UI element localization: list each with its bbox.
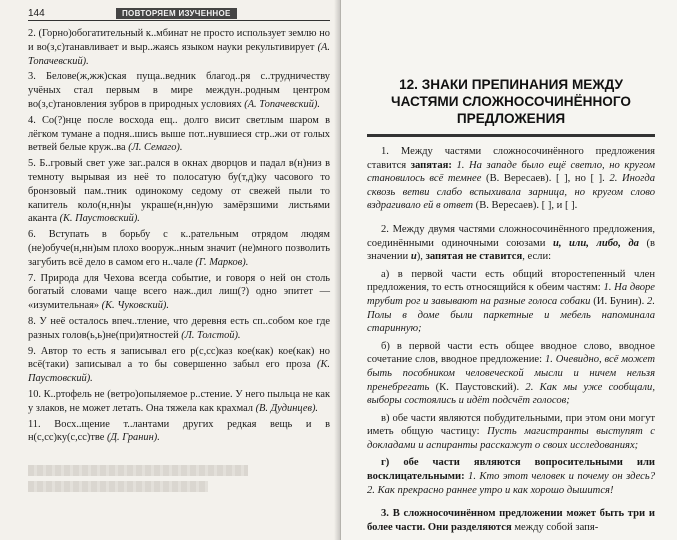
example-text: Пусть магистранты выступят с докладами и аспиранты расскажут о своих исследованиях;: [367, 426, 655, 451]
rule-text: в) обе части являются побудительными, при этом они могут иметь общую частицу:: [367, 412, 655, 438]
rule-text: между собой запя-: [511, 521, 599, 533]
conjunction: и: [410, 251, 417, 263]
rule-2a: [367, 268, 655, 336]
exercise-item: [28, 157, 330, 226]
rule-3: [367, 507, 655, 534]
exercise-text: 2. (Горно)обогатительный к..мбинат не просто использует землю но и во(з,с)танавливает и выр..жаясь языком науки рекультивирует: [28, 28, 330, 53]
exercise-source: (К. Паустовский).: [59, 213, 140, 225]
example-text: 2. Полы в доме были паркетные и мебель напоминала старинную;: [367, 295, 655, 335]
rule-text: ),: [416, 251, 426, 263]
exercise-source: (В. Дудинцев).: [255, 402, 319, 414]
exercise-text: 8. У неё осталось впеч..тление, что деревня есть сп..собом кое где разных голов(ь,ь)не(при)ятностей: [28, 315, 330, 341]
exercise-text: 3. Белове(ж,жж)ская пуща..ведник благод..ря с..трудничеству учёных стал первым в мире междун..родным центром во(з,с)тановления зубров в природных условиях: [28, 71, 330, 110]
rule-bold: запятая:: [410, 159, 452, 171]
exercise-text: 5. Б..гровый свет уже заг..рался в окнах дворцов и падал в(н)низ в темноту вырывая из неё то полосатую бу(т,д)ку часового то бронзовый пам..тник одинокому седому от свежей пыли то капитель коло(н,нн)ы украше(н,нн)ую замёрзшими листьями аканта: [28, 158, 330, 225]
exercise-item: [28, 27, 330, 68]
title-rule: [367, 134, 655, 137]
exercise-source: (Г. Марков).: [195, 256, 249, 268]
exercise-item: [28, 272, 330, 313]
exercise-source: (К. Паустовский).: [28, 359, 330, 385]
exercise-text: 9. Автор то есть я записывал его р(с,сс)каз кое(как) кое(как) но всё(таки) записывал а то бы совершенно забыл его проза: [28, 345, 330, 371]
example-source: (В. Вересаев). [ ], и [ ].: [473, 200, 578, 212]
right-page: [341, 0, 677, 540]
conjunctions: и, или, либо, да: [552, 237, 639, 249]
rule-2c: [367, 412, 655, 453]
exercise-list: [28, 27, 330, 445]
rule-bold: разделяются: [450, 521, 512, 533]
exercise-text: 6. Вступать в борьбу с к..рательным отрядом людям (не)обуче(н,нн)ым плохо вооруж..нным значит (не)много позволить загубить всё дело в самом его н..чале: [28, 229, 330, 268]
rule-text: а) в первой части есть общий второстепенный член предложения, то есть относящийся к обеим частям:: [367, 268, 655, 294]
example-text: 2. Как мы уже сообщали, выборы состоялись и идёт подсчёт голосов;: [367, 381, 655, 407]
example-text: 2. Иногда сквозь ветви слабо вспыхивала зарница, но кругом слово вздрагивало ей в ответ: [367, 173, 656, 212]
exercise-text: 4. Со(?)нце после восхода ещ.. долго висит светлым шаром в лёгком тумане а подня..шись выше пот..нувшиеся стр..жи от голых ветвей белые круж..ва: [28, 114, 330, 154]
exercise-item: [28, 70, 330, 111]
example-source: (В. Вересаев). [ ], но [ ].: [481, 173, 610, 185]
rule-2b: [367, 340, 655, 408]
exercise-source: (К. Чуковский).: [101, 300, 169, 312]
example-text: 1. Очевидно, всё может быть пособником человеческой мысли и ничем нельзя пренебрегать: [367, 354, 655, 393]
exercise-text: 7. Природа для Чехова всегда событие, и говоря о ней он столь богатый словами чаще всего наж..дил лиш(?) одно эпитет — «изумительная»: [28, 272, 330, 312]
rule-text: г) обе части являются вопросительными или восклицательными:: [367, 457, 655, 483]
example-source: (И. Бунин).: [590, 295, 648, 307]
example-text: 1. На дворе трубит рог и завывают на разные голоса собаки: [367, 282, 655, 307]
rule-1: [367, 145, 655, 213]
running-head-title: ПОВТОРЯЕМ ИЗУЧЕННОЕ: [116, 8, 237, 19]
rule-text: 3. В сложносочинённом предложении может быть три и более части. Они: [367, 508, 655, 533]
rule-text: , если:: [522, 251, 552, 263]
rule-text: б) в первой части есть общее вводное слово, вводное сочетание слов, вводное предложение:: [367, 340, 655, 366]
page-number: 144: [28, 7, 45, 19]
rule-bold: запятая не ставится: [425, 251, 523, 263]
exercise-item: [28, 388, 330, 416]
exercise-item: [28, 418, 330, 446]
running-head: [28, 6, 330, 21]
exercise-source: (Д. Гранин).: [106, 432, 160, 444]
bleed-through-text: [28, 465, 248, 476]
bleed-through-text: [28, 481, 208, 492]
exercise-source: (Л. Семаго).: [128, 142, 183, 154]
exercise-source: (Л. Толстой).: [181, 329, 241, 341]
exercise-text: 11. Восх..щение т..лантами других редкая вещь и в н(с,сс)ку(с,сс)тве: [28, 418, 330, 444]
exercise-item: [28, 228, 330, 269]
example-source: (К. Паустовский).: [429, 381, 526, 393]
section-title: 12. ЗНАКИ ПРЕПИНАНИЯ МЕЖДУ ЧАСТЯМИ СЛОЖНОСОЧИНЁННОГО ПРЕДЛОЖЕНИЯ: [391, 77, 631, 126]
exercise-text: 10. К..ртофель не (ветро)опыляемое р..стение. У него пыльца не как у злаков, не может летать. Она тяжела как крахмал: [28, 388, 330, 414]
example-text: 1. Кто этот человек и почему он здесь? 2. Как прекрасно раннее утро и как хорошо дышится!: [367, 471, 655, 496]
rule-2: [367, 223, 655, 264]
rule-text: 1. Между частями сложносочинённого предложения ставится: [367, 146, 655, 171]
exercise-item: [28, 315, 330, 343]
exercise-item: [28, 114, 330, 155]
rule-2d: [367, 456, 655, 497]
exercise-source: (А. Топачевский).: [244, 98, 320, 110]
exercise-item: [28, 345, 330, 386]
rule-text: (в значении: [367, 237, 655, 263]
rule-text: 2. Между двумя частями сложносочинённого предложения, соединёнными одиночными союзами: [367, 223, 655, 249]
example-text: 1. На западе было ещё светло, но кругом становилось всё темнее: [367, 159, 655, 185]
exercise-source: (А. Топачевский).: [28, 41, 330, 67]
